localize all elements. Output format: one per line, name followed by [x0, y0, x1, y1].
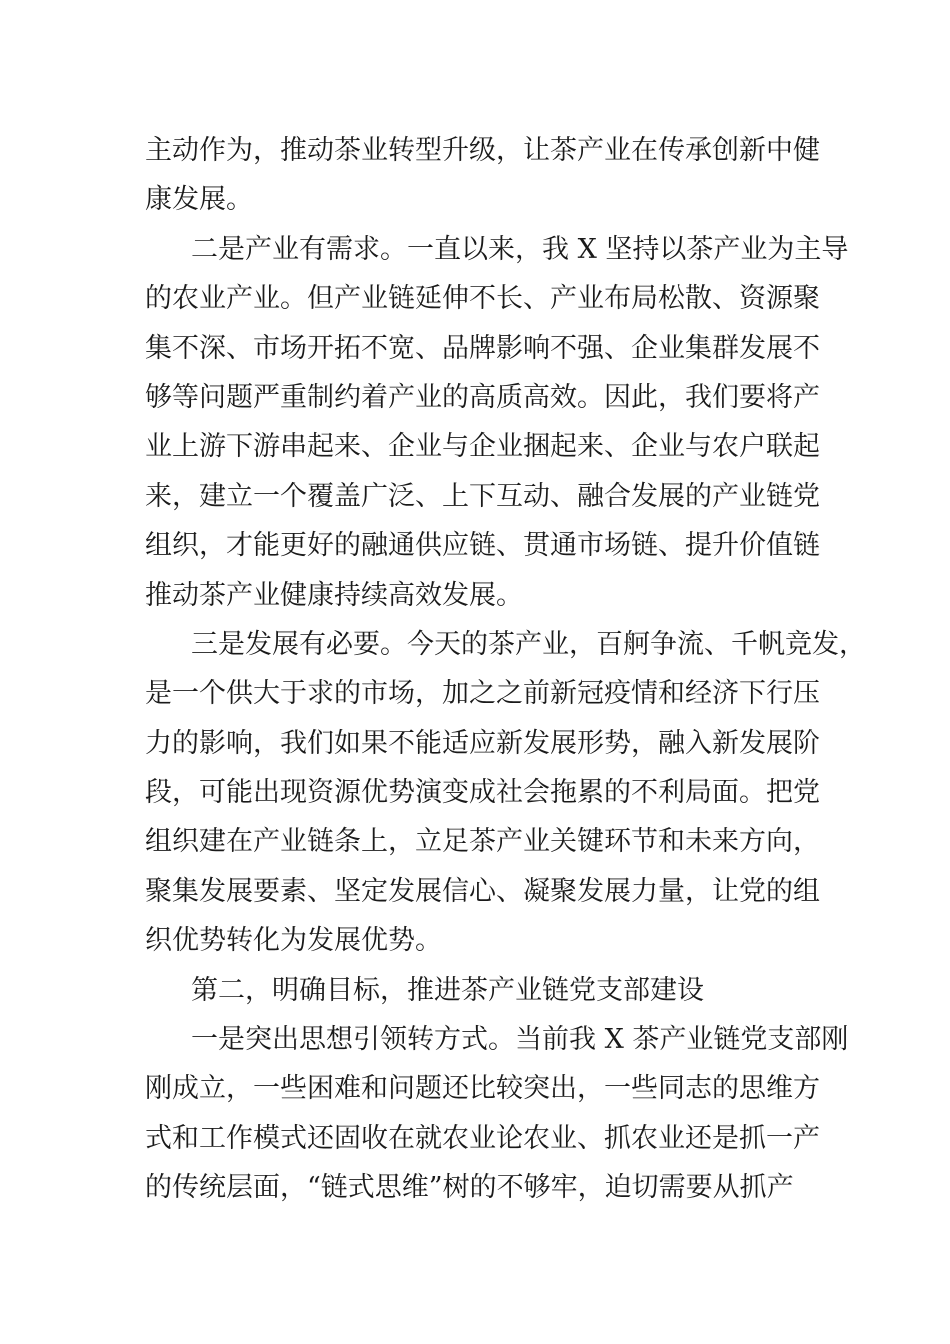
text-line: 组织建在产业链条上，立足茶产业关键环节和未来方向， — [145, 826, 820, 858]
text-line: 聚集发展要素、坚定发展信心、凝聚发展力量，让党的组 — [145, 875, 820, 907]
text-line: 集不深、市场开拓不宽、品牌影响不强、企业集群发展不 — [145, 332, 820, 364]
text-line: 力的影响，我们如果不能适应新发展形势，融入新发展阶 — [145, 727, 820, 759]
body-text — [145, 126, 866, 1213]
text-line: 来，建立一个覆盖广泛、上下互动、融合发展的产业链党 — [145, 480, 820, 512]
text-line: 康发展。 — [145, 184, 253, 216]
text-line: 段，可能出现资源优势演变成社会拖累的不利局面。把党 — [145, 777, 820, 809]
text-line: 织优势转化为发展优势。 — [145, 925, 442, 957]
text-line: 组织，才能更好的融通供应链、贯通市场链、提升价值链 — [145, 530, 820, 562]
text-line: 主动作为，推动茶业转型升级，让茶产业在传承创新中健 — [145, 135, 820, 166]
text-line: 业上游下游串起来、企业与企业捆起来、企业与农户联起 — [145, 431, 820, 463]
text-line: 刚成立，一些困难和问题还比较突出，一些同志的思维方 — [145, 1073, 820, 1105]
text-line: 的农业产业。但产业链延伸不长、产业布局松散、资源聚 — [145, 283, 820, 315]
text-line: 推动茶产业健康持续高效发展。 — [145, 579, 523, 611]
paragraph-start-line: 二是产业有需求。一直以来，我 X 坚持以茶产业为主导 — [191, 233, 849, 265]
section-heading: 第二，明确目标，推进茶产业链党支部建设 — [191, 974, 704, 1006]
text-line: 的传统层面，“链式思维”树的不够牢，迫切需要从抓产 — [145, 1172, 794, 1204]
text-line: 是一个供大于求的市场，加之之前新冠疫情和经济下行压 — [145, 678, 820, 710]
paragraph-start-line: 一是突出思想引领转方式。当前我 X 茶产业链党支部刚 — [191, 1024, 849, 1056]
text-line: 式和工作模式还固收在就农业论农业、抓农业还是抓一产 — [145, 1122, 820, 1154]
paragraph-start-line: 三是发展有必要。今天的茶产业，百舸争流、千帆竞发， — [191, 628, 866, 660]
text-line: 够等问题严重制约着产业的高质高效。因此，我们要将产 — [145, 381, 820, 413]
